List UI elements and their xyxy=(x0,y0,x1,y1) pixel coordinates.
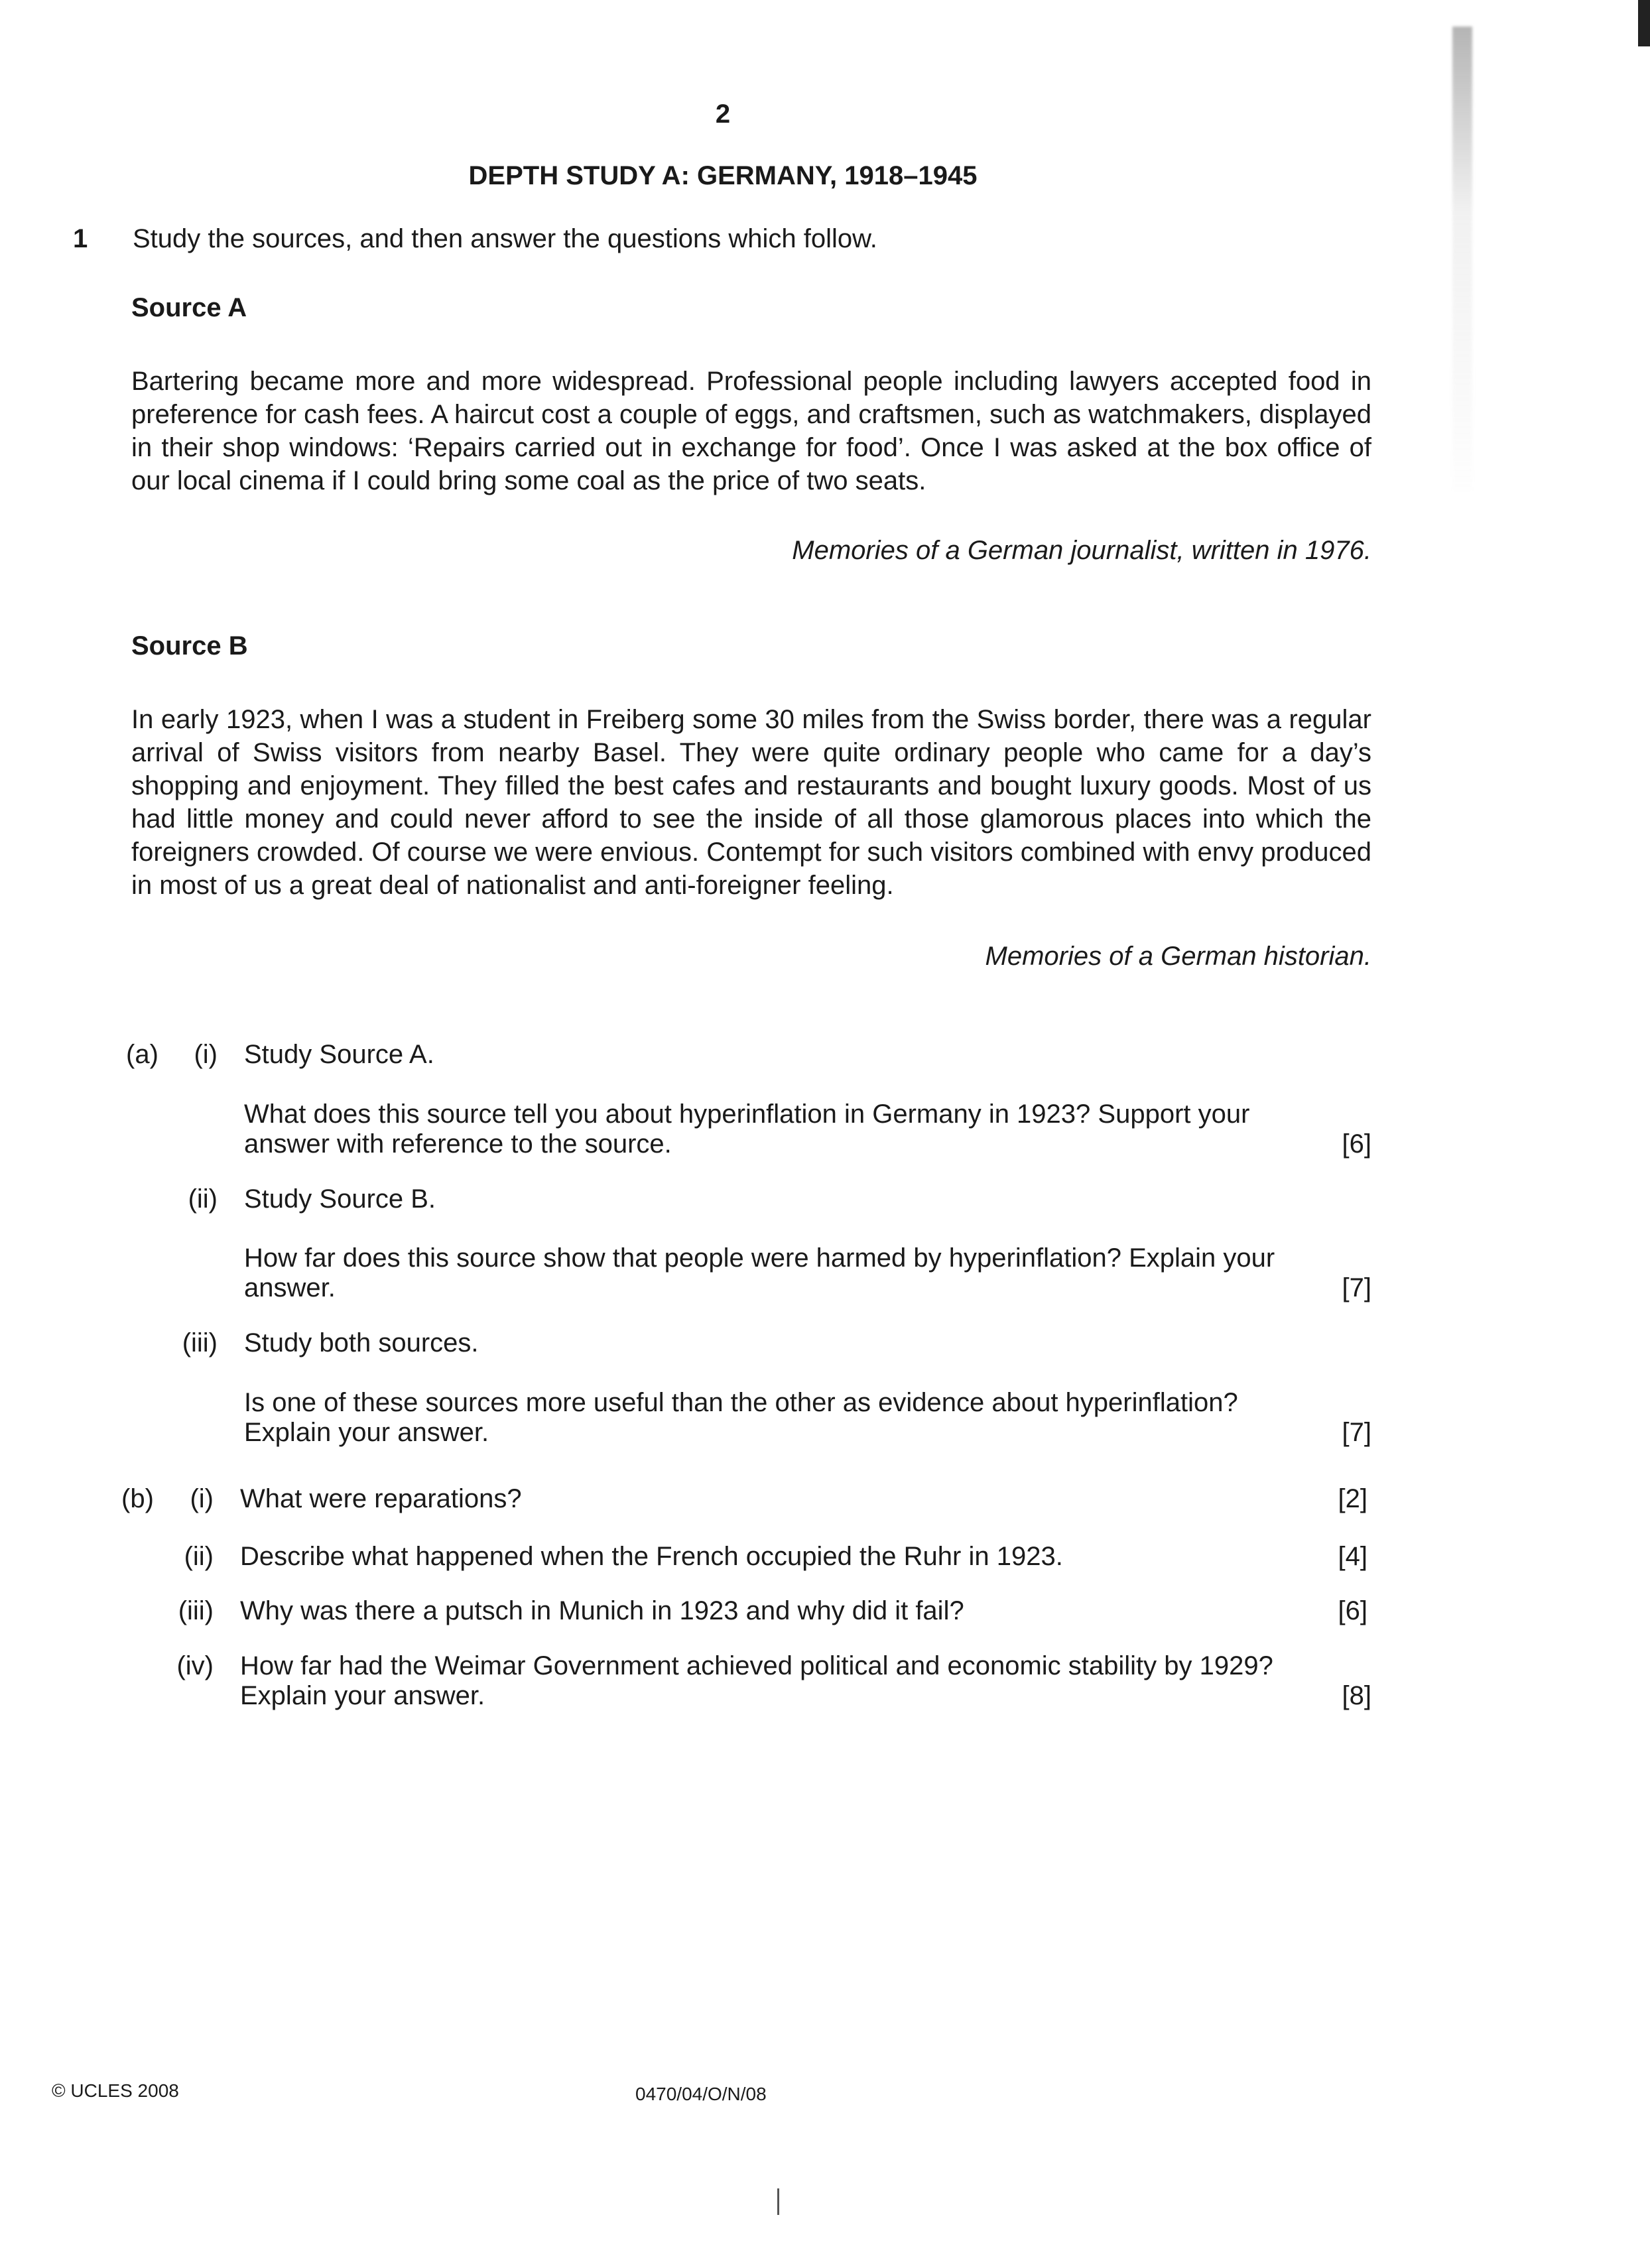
part-a-ii-question xyxy=(244,1243,1371,1303)
scan-shadow xyxy=(1452,27,1472,491)
part-b-iii-number: (iii) xyxy=(178,1596,214,1625)
part-a-iii-line2: Explain your answer. xyxy=(244,1418,489,1447)
part-a-i-number: (i) xyxy=(194,1040,218,1069)
part-a-ii-line2: answer. xyxy=(244,1273,336,1302)
section-title: DEPTH STUDY A: GERMANY, 1918–1945 xyxy=(468,161,978,190)
part-a-i-marks: [6] xyxy=(1342,1129,1371,1159)
part-a-ii-instruction: Study Source B. xyxy=(244,1184,436,1214)
source-b-text: In early 1923, when I was a student in Freiberg some 30 miles from the Swiss border, there was a regular arrival of Swiss visitors from nearby Basel. They were quite ordinary people who came for a day’s shopping and enjoyment. They filled the best cafes and restaurants and bought luxury goods. Most of us had little money and could never afford to see the inside of all those glamorous places into which the foreigners crowded. Of course we were envious. Contempt for such visitors combined with envy produced in most of us a great deal of nationalist and anti-foreigner feeling. xyxy=(131,705,1371,900)
part-b-i-row xyxy=(240,1484,1367,1514)
paper-code: 0470/04/O/N/08 xyxy=(635,2084,767,2104)
part-b-ii-marks: [4] xyxy=(1338,1542,1367,1571)
part-b-iii-question xyxy=(240,1596,1367,1626)
part-a-i-row2 xyxy=(244,1129,1371,1159)
part-b-iii-row xyxy=(240,1596,1367,1626)
source-b-attribution: Memories of a German historian. xyxy=(985,942,1371,971)
part-b-ii-line1: Describe what happened when the French occupied the Ruhr in 1923. xyxy=(240,1542,1063,1571)
source-a-heading: Source A xyxy=(131,293,247,322)
part-b-iii-line1: Why was there a putsch in Munich in 1923 and why did it fail? xyxy=(240,1596,964,1625)
part-b-iv-line1: How far had the Weimar Government achieved political and economic stability by 1929? xyxy=(240,1651,1273,1680)
part-a-i-line1: What does this source tell you about hyperinflation in Germany in 1923? Support your xyxy=(244,1100,1250,1129)
part-b-ii-question xyxy=(240,1542,1367,1572)
part-b-ii-number: (ii) xyxy=(184,1542,214,1571)
scan-speck xyxy=(777,2188,779,2215)
part-a-i-instruction: Study Source A. xyxy=(244,1040,434,1069)
part-a-label: (a) xyxy=(126,1040,159,1069)
part-b-iv-marks: [8] xyxy=(1342,1681,1371,1710)
part-b-i-line1: What were reparations? xyxy=(240,1484,522,1513)
source-a-text: Bartering became more and more widespread. Professional people including lawyers accepted food in preference for cash fees. A haircut cost a couple of eggs, and craftsmen, such as watchmakers, displayed in their shop windows: ‘Repairs carried out in exchange for food’. Once I was asked at the box office of our local cinema if I could bring some coal as the price of two seats. xyxy=(131,367,1371,495)
copyright-notice: © UCLES 2008 xyxy=(52,2080,179,2101)
part-b-ii-row xyxy=(240,1542,1367,1572)
source-b-heading: Source B xyxy=(131,631,248,661)
part-a-iii-number: (iii) xyxy=(182,1328,218,1357)
part-b-iv-line2: Explain your answer. xyxy=(240,1681,485,1710)
part-a-iii-line1: Is one of these sources more useful than the other as evidence about hyperinflation? xyxy=(244,1388,1238,1417)
source-a-attribution: Memories of a German journalist, written in 1976. xyxy=(792,536,1371,565)
part-a-iii-marks: [7] xyxy=(1342,1418,1371,1447)
part-a-i-question xyxy=(244,1100,1371,1159)
part-a-i-line2: answer with reference to the source. xyxy=(244,1129,672,1159)
part-a-ii-number: (ii) xyxy=(188,1184,218,1214)
part-a-iii-row2 xyxy=(244,1418,1371,1448)
part-a-ii-line1: How far does this source show that people were harmed by hyperinflation? Explain your xyxy=(244,1243,1275,1273)
part-b-iv-question xyxy=(240,1651,1371,1711)
scan-corner-mark xyxy=(1638,0,1650,46)
part-b-label: (b) xyxy=(121,1484,154,1513)
part-b-iv-number: (iv) xyxy=(176,1651,214,1680)
part-b-i-number: (i) xyxy=(190,1484,214,1513)
part-b-i-question xyxy=(240,1484,1367,1514)
part-a-ii-row2 xyxy=(244,1273,1371,1303)
part-b-i-marks: [2] xyxy=(1338,1484,1367,1513)
part-a-iii-question xyxy=(244,1388,1371,1448)
part-b-iv-row2 xyxy=(240,1681,1371,1711)
part-b-iii-marks: [6] xyxy=(1338,1596,1367,1625)
part-a-iii-instruction: Study both sources. xyxy=(244,1328,479,1357)
page-number: 2 xyxy=(715,99,731,129)
part-a-ii-marks: [7] xyxy=(1342,1273,1371,1302)
question-intro: Study the sources, and then answer the questions which follow. xyxy=(133,224,877,253)
question-number: 1 xyxy=(73,224,88,253)
